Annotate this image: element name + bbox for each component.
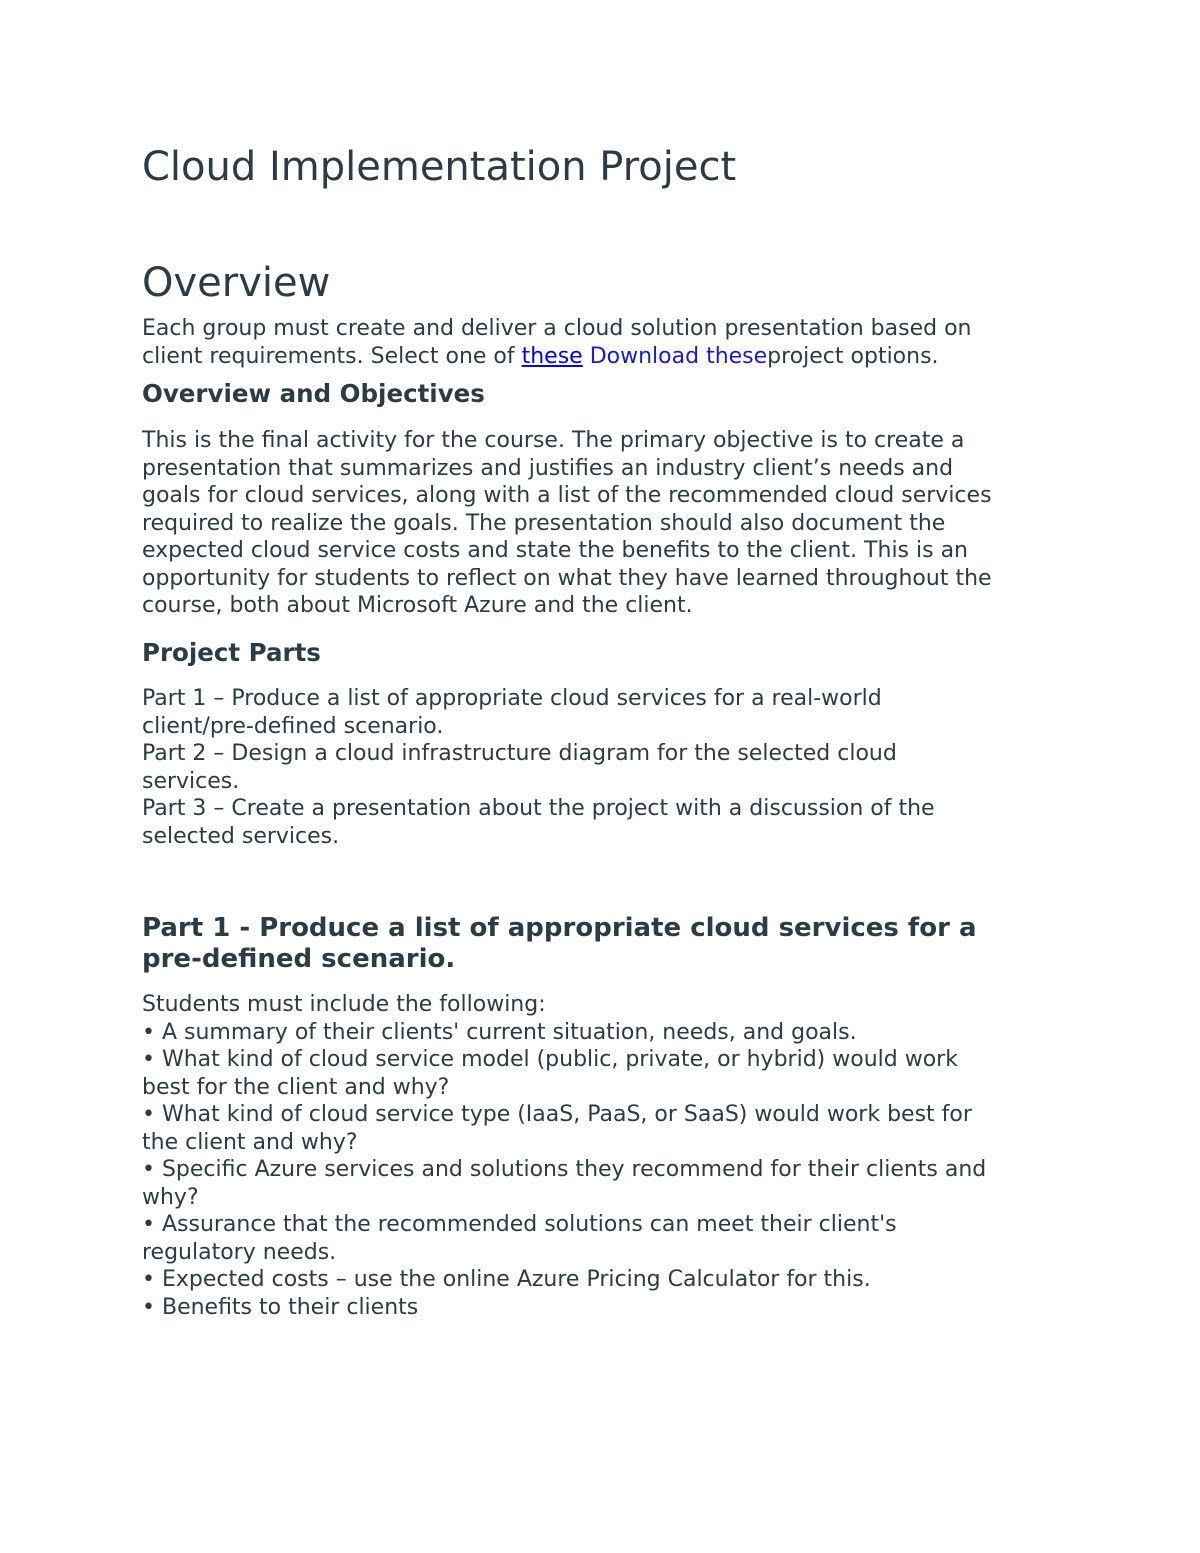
part1-line: • What kind of cloud service model (public, private, or hybrid) would work (142, 1047, 958, 1072)
part1-line: Students must include the following: (142, 992, 546, 1017)
part1-line: why? (142, 1184, 199, 1210)
part1-line: • Expected costs – use the online Azure Pricing Calculator for this. (142, 1267, 871, 1292)
part1-line: regulatory needs. (142, 1239, 337, 1265)
part1-line: • A summary of their clients' current situation, needs, and goals. (142, 1019, 857, 1045)
project-parts-list (142, 685, 1072, 850)
download-these-link[interactable]: Download these (589, 343, 768, 369)
objectives-line: presentation that summarizes and justifies an industry client’s needs and (142, 455, 954, 481)
objectives-line: course, both about Microsoft Azure and the client. (142, 593, 693, 618)
objectives-line: expected cloud service costs and state the benefits to the client. This is an (142, 538, 968, 563)
part1-heading (142, 913, 977, 975)
overview-heading: Overview (142, 260, 331, 306)
overview-line-1: Each group must create and deliver a cloud solution presentation based on (142, 316, 972, 341)
parts-line: Part 1 – Produce a list of appropriate cloud services for a real-world (142, 686, 882, 711)
overview-line-2-end: project options. (767, 343, 939, 369)
objectives-line: This is the final activity for the course. The primary objective is to create a (142, 428, 965, 453)
parts-line: selected services. (142, 823, 340, 849)
objectives-heading: Overview and Objectives (142, 379, 485, 408)
document-title: Cloud Implementation Project (142, 144, 737, 190)
part1-line: the client and why? (142, 1129, 358, 1155)
overview-line-2 (142, 343, 1072, 371)
objectives-line: required to realize the goals. The presentation should also document the (142, 510, 946, 536)
part1-line: • Specific Azure services and solutions they recommend for their clients and (142, 1157, 987, 1182)
part1-line: • Assurance that the recommended solutions can meet their client's (142, 1212, 897, 1237)
part1-requirements-list (142, 991, 1072, 1321)
part1-line: • Benefits to their clients (142, 1294, 419, 1320)
objectives-line: goals for cloud services, along with a list of the recommended cloud services (142, 483, 992, 508)
these-link[interactable]: these (521, 343, 583, 369)
link-spacer (583, 344, 590, 369)
part1-line: • What kind of cloud service type (IaaS, PaaS, or SaaS) would work best for (142, 1102, 972, 1127)
part1-line: best for the client and why? (142, 1074, 450, 1100)
parts-line: Part 3 – Create a presentation about the project with a discussion of the (142, 796, 935, 821)
part1-heading-line: Part 1 - Produce a list of appropriate cloud services for a (142, 913, 977, 943)
parts-line: Part 2 – Design a cloud infrastructure diagram for the selected cloud (142, 741, 897, 766)
parts-line: services. (142, 768, 240, 794)
objectives-paragraph (142, 427, 1072, 620)
parts-line: client/pre-defined scenario. (142, 713, 444, 739)
objectives-line: opportunity for students to reflect on what they have learned throughout the (142, 565, 992, 591)
part1-heading-line: pre-defined scenario. (142, 944, 456, 974)
overview-paragraph (142, 315, 1072, 370)
overview-line-2-text: client requirements. Select one of (142, 343, 522, 369)
project-parts-heading: Project Parts (142, 638, 321, 667)
